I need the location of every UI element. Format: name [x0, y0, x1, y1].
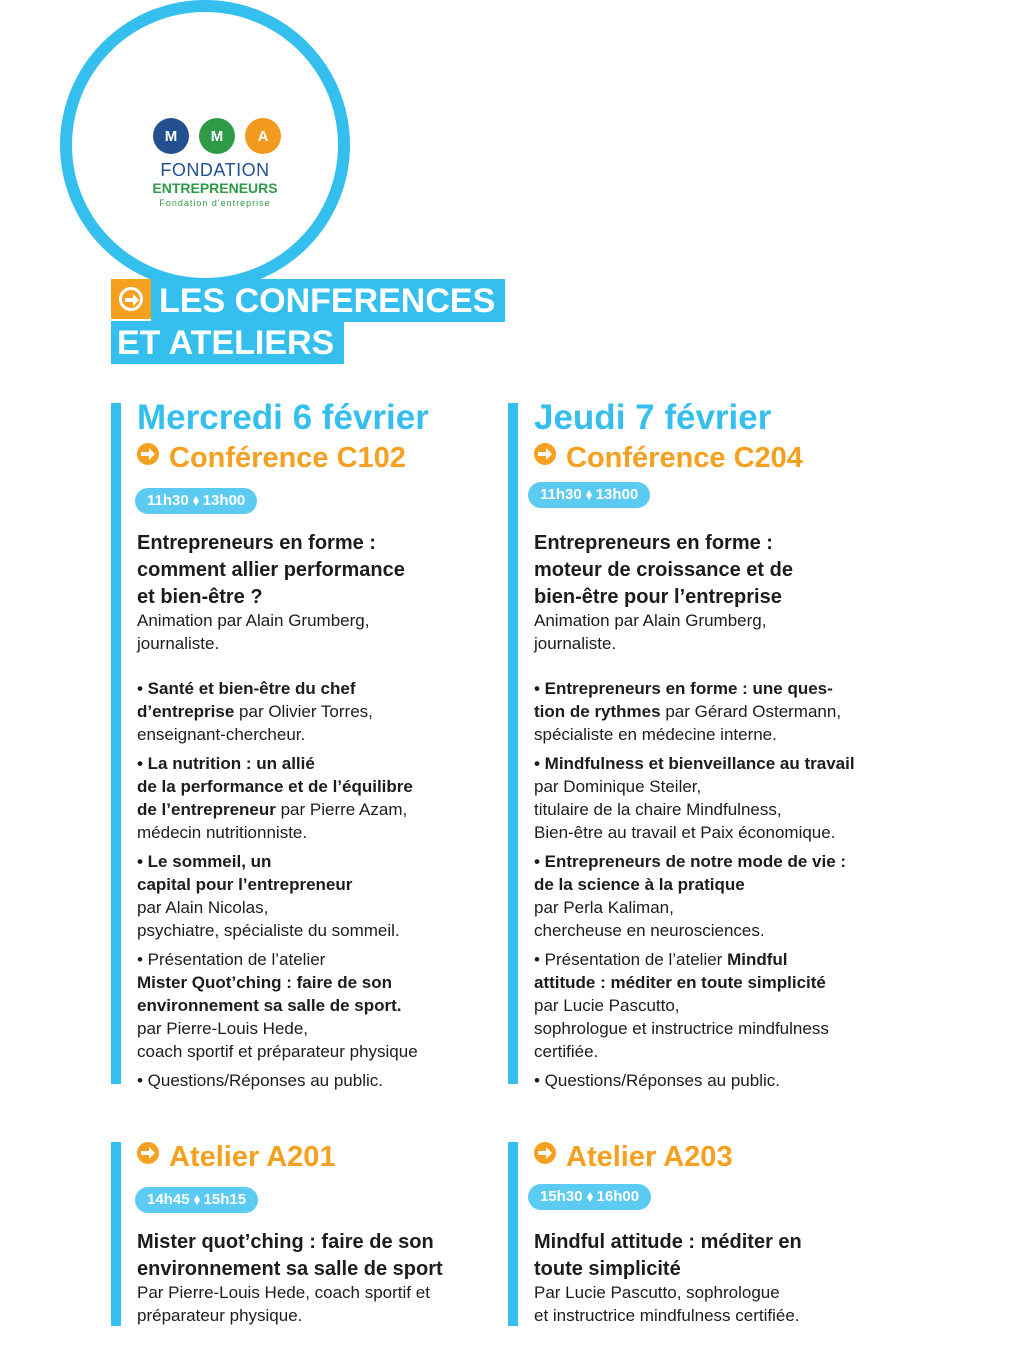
- left-column-bar: [111, 403, 121, 1084]
- program-item: [534, 948, 829, 1063]
- item-line: par Alain Nicolas,: [137, 898, 269, 917]
- logo-badge-m1: M: [153, 118, 189, 154]
- item-line: médecin nutritionniste.: [137, 823, 308, 842]
- item-line: psychiatre, spécialiste du sommeil.: [137, 921, 400, 940]
- session-name: Conférence C204: [566, 442, 803, 474]
- program-item: [137, 752, 413, 844]
- day-heading-right: Jeudi 7 février: [534, 398, 772, 437]
- item-line: certifiée.: [534, 1042, 599, 1061]
- time-separator-icon: [587, 1192, 593, 1202]
- atelier-title: [137, 1229, 443, 1283]
- item-line: • Le sommeil, un: [137, 852, 272, 871]
- arrow-right-icon: [137, 1142, 159, 1164]
- item-line: par Perla Kaliman,: [534, 898, 674, 917]
- arrow-right-icon: [111, 279, 151, 319]
- item-line: de la science à la pratique: [534, 875, 745, 894]
- item-line: environnement sa salle de sport.: [137, 996, 402, 1015]
- session-heading-a201: [137, 1141, 336, 1174]
- banner-line2: ET ATELIERS: [111, 321, 344, 364]
- item-line: d’entreprise: [137, 702, 235, 721]
- program-item: [137, 677, 373, 746]
- time-end: 16h00: [596, 1188, 640, 1205]
- conference-title: [534, 530, 793, 611]
- item-line: attitude : méditer en toute simplicité: [534, 973, 826, 992]
- atelier-host: [534, 1281, 800, 1327]
- title-line: bien-être pour l’entreprise: [534, 586, 782, 608]
- banner-line1: LES CONFERENCES: [151, 279, 505, 322]
- time-separator-icon: [193, 496, 199, 506]
- left-atelier-bar: [111, 1142, 121, 1326]
- time-badge: [135, 488, 257, 514]
- title-line: toute simplicité: [534, 1258, 681, 1280]
- session-heading-a203: [534, 1141, 733, 1174]
- right-column-bar: [508, 403, 518, 1084]
- program-item: [137, 948, 418, 1063]
- title-line: Mindful attitude : méditer en: [534, 1231, 802, 1253]
- session-name: Conférence C102: [169, 442, 406, 474]
- arrow-right-icon: [137, 443, 159, 465]
- arrow-right-icon: [534, 443, 556, 465]
- item-line: tion de rythmes: [534, 702, 661, 721]
- item-line: • Présentation de l’atelier: [137, 950, 326, 969]
- right-atelier-bar: [508, 1142, 518, 1326]
- item-line: par Dominique Steiler,: [534, 777, 702, 796]
- item-line: Mister Quot’ching : faire de son: [137, 973, 393, 992]
- item-line: de l’entrepreneur: [137, 800, 276, 819]
- item-line: chercheuse en neurosciences.: [534, 921, 765, 940]
- title-line: Mister quot’ching : faire de son: [137, 1231, 434, 1253]
- program-item: • Questions/Réponses au public.: [534, 1071, 780, 1090]
- title-line: comment allier performance: [137, 559, 405, 581]
- session-name: Atelier A201: [169, 1141, 336, 1173]
- time-start: 11h30: [147, 492, 189, 509]
- logo-badge-a: A: [245, 118, 281, 154]
- time-start: 14h45: [147, 1191, 190, 1208]
- item-line: • Entrepreneurs en forme : une ques-: [534, 679, 833, 698]
- host-line: préparateur physique.: [137, 1306, 303, 1325]
- item-line: Mindful: [727, 950, 788, 969]
- item-line: sophrologue et instructrice mindfulness: [534, 1019, 829, 1038]
- host-line: Par Pierre-Louis Hede, coach sportif et: [137, 1283, 430, 1302]
- program-item: [534, 850, 846, 942]
- program-item: [534, 752, 855, 844]
- program-item: [137, 850, 400, 942]
- logo-line-entrepreneurs: ENTREPRENEURS: [152, 180, 278, 196]
- item-speaker: par Pierre Azam,: [275, 800, 408, 819]
- item-line: titulaire de la chaire Mindfulness,: [534, 800, 782, 819]
- time-badge: [528, 1184, 651, 1210]
- logo-line-subtitle: Fondation d'entreprise: [159, 198, 271, 208]
- title-line: et bien-être ?: [137, 586, 263, 608]
- section-banner-line2: [111, 321, 344, 364]
- time-end: 15h15: [203, 1191, 247, 1208]
- item-line: • La nutrition : un allié: [137, 754, 315, 773]
- session-heading-c102: [137, 442, 406, 475]
- item-line: par Lucie Pascutto,: [534, 996, 680, 1015]
- section-banner: [111, 279, 505, 322]
- host-line: journaliste.: [534, 634, 617, 653]
- host-line: journaliste.: [137, 634, 220, 653]
- title-line: Entrepreneurs en forme :: [534, 532, 773, 554]
- time-separator-icon: [586, 490, 592, 500]
- item-line: coach sportif et préparateur physique: [137, 1042, 418, 1061]
- session-heading-c204: [534, 442, 803, 475]
- item-line: de la performance et de l’équilibre: [137, 777, 413, 796]
- item-line: • Mindfulness et bienveillance au travail: [534, 754, 855, 773]
- item-line: • Présentation de l’atelier: [534, 950, 728, 969]
- host-line: Animation par Alain Grumberg,: [534, 611, 767, 630]
- conference-title: [137, 530, 405, 611]
- program-item: [534, 677, 841, 746]
- host-line: et instructrice mindfulness certifiée.: [534, 1306, 800, 1325]
- logo-badge-m2: M: [199, 118, 235, 154]
- title-line: environnement sa salle de sport: [137, 1258, 443, 1280]
- time-badge: [528, 482, 650, 508]
- conference-host: [137, 609, 369, 655]
- title-line: Entrepreneurs en forme :: [137, 532, 376, 554]
- arrow-right-icon: [534, 1142, 556, 1164]
- conference-host: [534, 609, 766, 655]
- item-line: capital pour l’entrepreneur: [137, 875, 353, 894]
- day-heading-left: Mercredi 6 février: [137, 398, 429, 437]
- item-line: spécialiste en médecine interne.: [534, 725, 777, 744]
- program-item: • Questions/Réponses au public.: [137, 1071, 383, 1090]
- time-separator-icon: [194, 1195, 200, 1205]
- item-line: par Pierre-Louis Hede,: [137, 1019, 309, 1038]
- host-line: Animation par Alain Grumberg,: [137, 611, 370, 630]
- item-line: • Santé et bien-être du chef: [137, 679, 356, 698]
- time-end: 13h00: [595, 486, 639, 503]
- item-speaker: par Gérard Ostermann,: [660, 702, 842, 721]
- title-line: moteur de croissance et de: [534, 559, 793, 581]
- host-line: Par Lucie Pascutto, sophrologue: [534, 1283, 780, 1302]
- atelier-title: [534, 1229, 802, 1283]
- time-badge: [135, 1187, 258, 1213]
- item-line: Bien-être au travail et Paix économique.: [534, 823, 836, 842]
- time-start: 15h30: [540, 1188, 583, 1205]
- session-name: Atelier A203: [566, 1141, 733, 1173]
- time-end: 13h00: [202, 492, 246, 509]
- atelier-host: [137, 1281, 430, 1327]
- logo-line-fondation: FONDATION: [160, 160, 270, 180]
- item-speaker: par Olivier Torres,: [234, 702, 373, 721]
- item-line: enseignant-chercheur.: [137, 725, 306, 744]
- time-start: 11h30: [540, 486, 582, 503]
- item-line: • Entrepreneurs de notre mode de vie :: [534, 852, 847, 871]
